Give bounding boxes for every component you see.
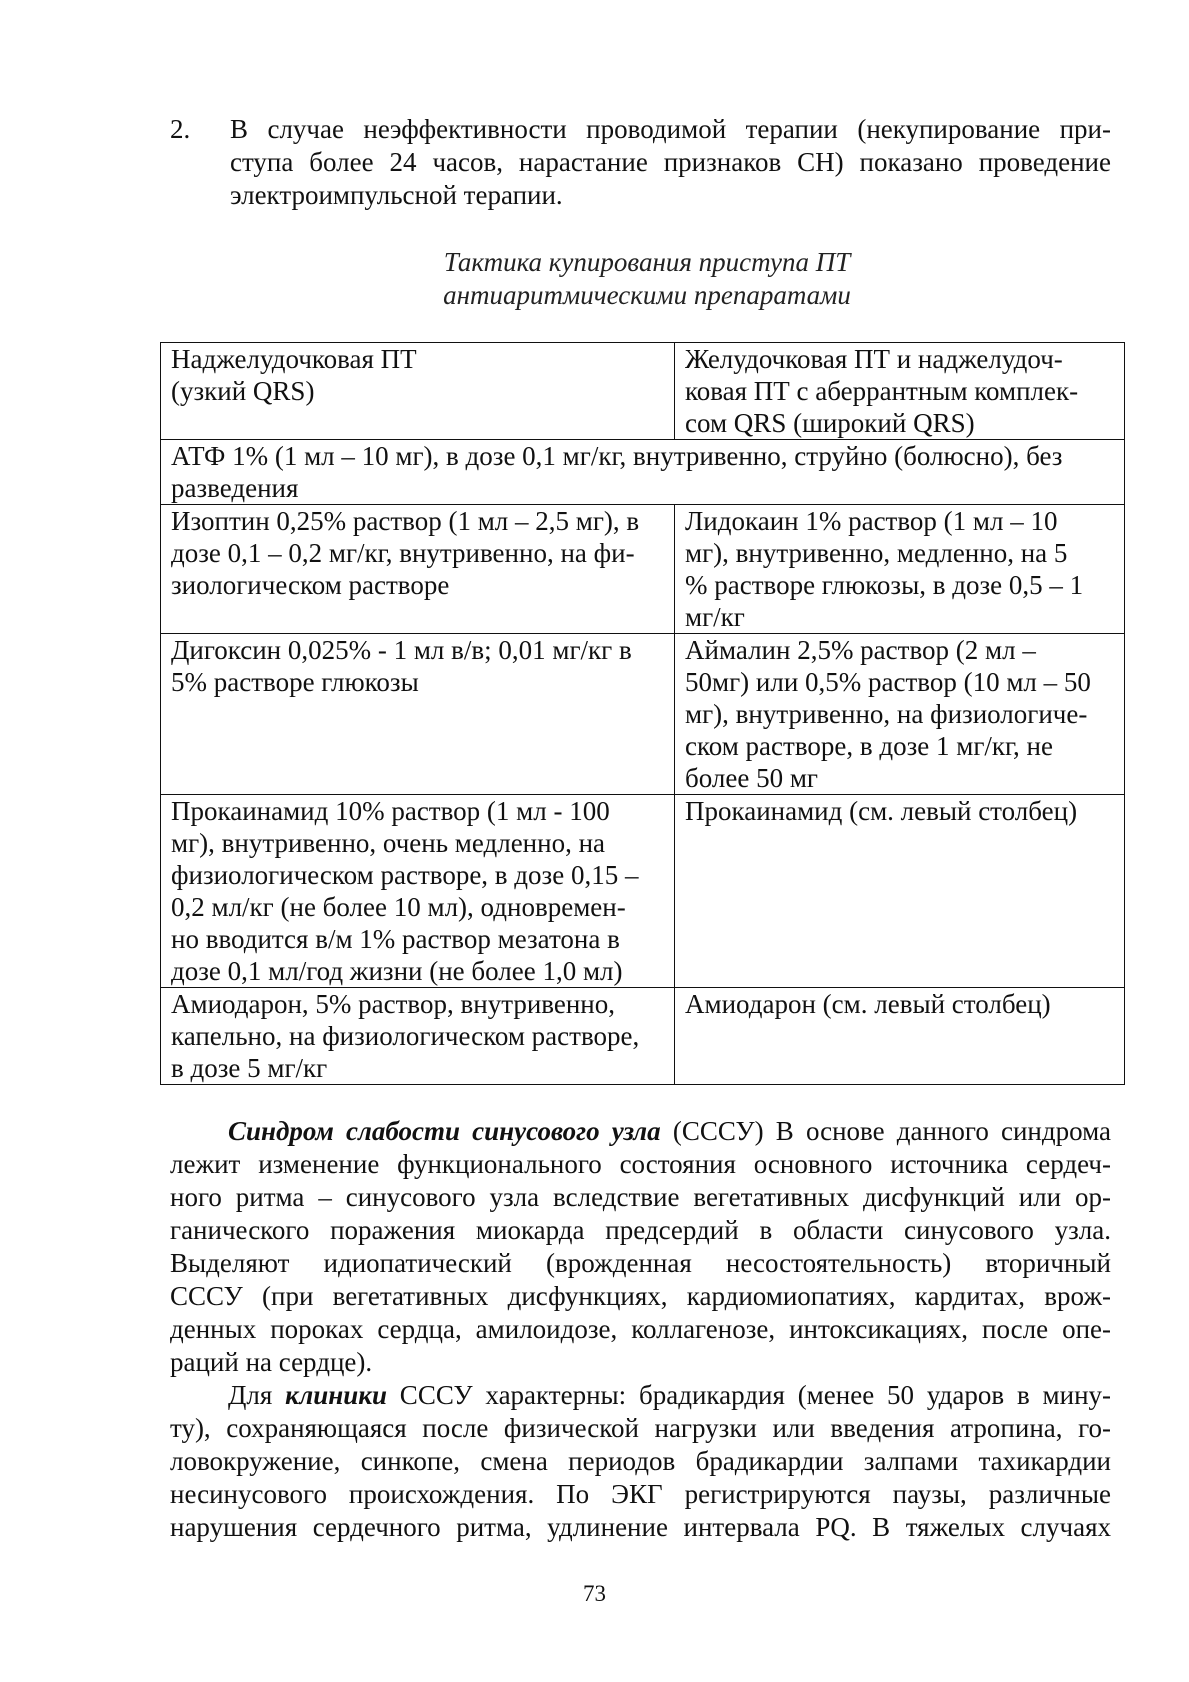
cell-line: капельно, на физиологическом растворе, (171, 1021, 640, 1051)
para-line (170, 1379, 1111, 1412)
cell-line: АТФ 1% (1 мл – 10 мг), в дозе 0,1 мг/кг, внутривенно, струйно (болюсно), без (171, 441, 1063, 471)
cell-line: Амиодарон, 5% раствор, внутривенно, (171, 989, 615, 1019)
cell-line: дозе 0,1 мл/год жизни (не более 1,0 мл) (171, 956, 623, 986)
cell-line: 5% растворе глюкозы (171, 667, 419, 697)
tactics-table (160, 342, 1125, 1085)
cell-line: Изоптин 0,25% раствор (1 мл – 2,5 мг), в (171, 506, 640, 536)
atf-cell (161, 440, 1125, 505)
item-line: электроимпульсной терапии. (230, 180, 563, 210)
right-cell (675, 988, 1125, 1085)
table-row (161, 505, 1125, 634)
para-line: ного ритма – синусового узла вследствие вегетативных дисфункций или ор- (170, 1182, 1111, 1212)
line-rest: (СССУ) В основе данного синдрома (660, 1116, 1111, 1146)
cell-line: ском растворе, в дозе 1 мг/кг, не (685, 731, 1053, 761)
cell-line: % растворе глюкозы, в дозе 0,5 – 1 (685, 570, 1084, 600)
table-row (161, 634, 1125, 795)
table-row-atf (161, 440, 1125, 505)
header-left-cell (161, 343, 675, 440)
para-line: ту), сохраняющаяся после физической нагрузки или введения атропина, го- (170, 1413, 1111, 1443)
item-number: 2. (170, 114, 191, 144)
cell-line: (узкий QRS) (171, 376, 315, 406)
item-line: ступа более 24 часов, нарастание признаков СН) показано проведение (230, 147, 1111, 177)
table-header-row (161, 343, 1125, 440)
para-line: ловокружение, синкопе, смена периодов брадикардии залпами тахикардии (170, 1446, 1111, 1476)
line-prefix: Для (228, 1380, 286, 1410)
cell-line: Наджелудочковая ПТ (171, 344, 417, 374)
para-line: раций на сердце). (170, 1347, 373, 1377)
cell-line: дозе 0,1 – 0,2 мг/кг, внутривенно, на фи- (171, 538, 635, 568)
right-cell (675, 505, 1125, 634)
para-line: лежит изменение функционального состояния основного источника сердеч- (170, 1149, 1111, 1179)
left-cell (161, 634, 675, 795)
bold-term: Синдром слабости синусового узла (228, 1116, 661, 1146)
numbered-item-2 (170, 113, 1111, 212)
para-line (170, 1115, 1111, 1148)
para-line: нарушения сердечного ритма, удлинение интервала PQ. В тяжелых случаях (170, 1512, 1111, 1542)
para-line: Выделяют идиопатический (врожденная несостоятельность) вторичный (170, 1248, 1111, 1278)
left-cell (161, 988, 675, 1085)
table-row (161, 988, 1125, 1085)
header-right-cell (675, 343, 1125, 440)
item-text (230, 113, 1111, 212)
cell-line: зиологическом растворе (171, 570, 450, 600)
left-cell (161, 505, 675, 634)
right-cell (675, 634, 1125, 795)
page-number: 73 (583, 1581, 606, 1606)
paragraph-clinic (170, 1379, 1111, 1544)
table-caption (0, 246, 1189, 312)
para-line: несинусового происхождения. По ЭКГ регистрируются паузы, различные (170, 1479, 1111, 1509)
para-line: ганического поражения миокарда предсердий в области синусового узла. (170, 1215, 1111, 1245)
cell-line: 0,2 мл/кг (не более 10 мл), одновремен- (171, 892, 626, 922)
table-row (161, 795, 1125, 988)
cell-line: разведения (171, 473, 299, 503)
bold-term: клиники (285, 1380, 387, 1410)
cell-line: Аймалин 2,5% раствор (2 мл – (685, 635, 1036, 665)
item-line: В случае неэффективности проводимой терапии (некупирование при- (230, 114, 1111, 144)
paragraph-sssu (170, 1115, 1111, 1379)
caption-line-1: Тактика купирования приступа ПТ (443, 247, 851, 277)
para-line: денных пороках сердца, амилоидозе, коллагенозе, интоксикациях, после опе- (170, 1314, 1111, 1344)
cell-line: более 50 мг (685, 763, 818, 793)
cell-line: Прокаинамид (см. левый столбец) (685, 796, 1078, 826)
cell-line: ковая ПТ с аберрантным комплек- (685, 376, 1079, 406)
cell-line: сом QRS (широкий QRS) (685, 408, 975, 438)
cell-line: мг), внутривенно, очень медленно, на (171, 828, 606, 858)
cell-line: Желудочковая ПТ и наджелудоч- (685, 344, 1063, 374)
cell-line: мг), внутривенно, медленно, на 5 (685, 538, 1068, 568)
caption-line-2: антиаритмическими препаратами (443, 280, 851, 310)
line-rest: СССУ характерны: брадикардия (менее 50 ударов в мину- (386, 1380, 1112, 1410)
left-cell (161, 795, 675, 988)
cell-line: Лидокаин 1% раствор (1 мл – 10 (685, 506, 1058, 536)
para-line: СССУ (при вегетативных дисфункциях, кардиомиопатиях, кардитах, врож- (170, 1281, 1111, 1311)
cell-line: Амиодарон (см. левый столбец) (685, 989, 1051, 1019)
cell-line: мг/кг (685, 602, 745, 632)
cell-line: мг), внутривенно, на физиологиче- (685, 699, 1088, 729)
right-cell (675, 795, 1125, 988)
cell-line: физиологическом растворе, в дозе 0,15 – (171, 860, 639, 890)
cell-line: Прокаинамид 10% раствор (1 мл - 100 (171, 796, 610, 826)
cell-line: 50мг) или 0,5% раствор (10 мл – 50 (685, 667, 1091, 697)
cell-line: Дигоксин 0,025% - 1 мл в/в; 0,01 мг/кг в (171, 635, 632, 665)
cell-line: в дозе 5 мг/кг (171, 1053, 328, 1083)
cell-line: но вводится в/м 1% раствор мезатона в (171, 924, 620, 954)
